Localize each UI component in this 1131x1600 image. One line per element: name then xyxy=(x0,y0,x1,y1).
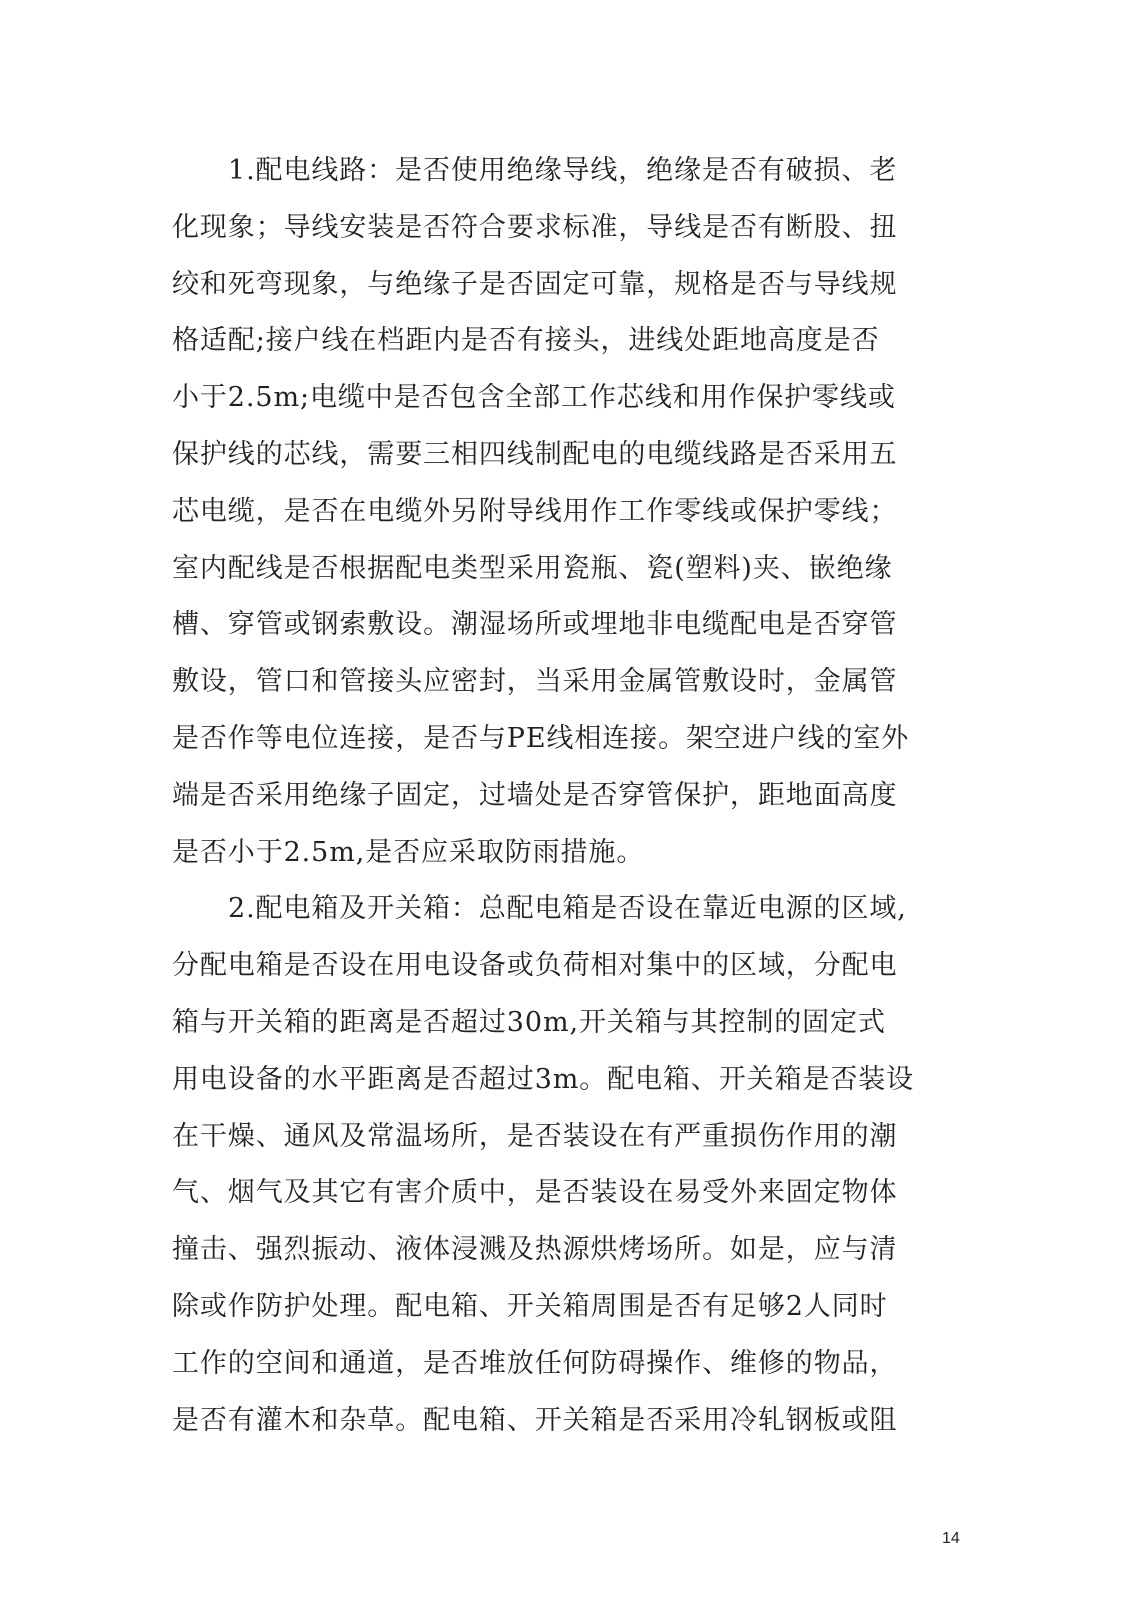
paragraph-power-lines xyxy=(172,143,962,881)
text-line: 在干燥、通风及常温场所，是否装设在有严重损伤作用的潮 xyxy=(172,1120,898,1152)
text-line: 绞和死弯现象，与绝缘子是否固定可靠，规格是否与导线规 xyxy=(172,268,898,300)
text-line: 是否小于2.5m,是否应采取防雨措施。 xyxy=(172,836,645,868)
text-line: 端是否采用绝缘子固定，过墙处是否穿管保护，距地面高度 xyxy=(172,779,898,811)
text-line: 格适配;接户线在档距内是否有接头，进线处距地高度是否 xyxy=(172,325,880,357)
text-line: 是否作等电位连接，是否与PE线相连接。架空进户线的室外 xyxy=(172,722,910,754)
text-line: 除或作防护处理。配电箱、开关箱周围是否有足够2人同时 xyxy=(172,1290,888,1322)
text-line: 用电设备的水平距离是否超过3m。配电箱、开关箱是否装设 xyxy=(172,1063,915,1095)
text-line: 撞击、强烈振动、液体浸溅及热源烘烤场所。如是，应与清 xyxy=(172,1234,898,1266)
text-line: 2.配电箱及开关箱：总配电箱是否设在靠近电源的区域, xyxy=(228,893,907,925)
text-line: 敷设，管口和管接头应密封，当采用金属管敷设时，金属管 xyxy=(172,666,898,698)
text-line: 保护线的芯线，需要三相四线制配电的电缆线路是否采用五 xyxy=(172,438,898,470)
page-number: 14 xyxy=(942,1530,960,1547)
text-line: 芯电缆，是否在电缆外另附导线用作工作零线或保护零线； xyxy=(172,495,898,527)
text-line: 分配电箱是否设在用电设备或负荷相对集中的区域，分配电 xyxy=(172,950,898,982)
text-line: 1.配电线路：是否使用绝缘导线，绝缘是否有破损、老 xyxy=(228,155,898,186)
text-line: 化现象；导线安装是否符合要求标准，导线是否有断股、扭 xyxy=(172,211,898,243)
text-line: 箱与开关箱的距离是否超过30m,开关箱与其控制的固定式 xyxy=(172,1006,886,1038)
text-line: 是否有灌木和杂草。配电箱、开关箱是否采用冷轧钢板或阻 xyxy=(172,1404,898,1436)
text-line: 槽、穿管或钢索敷设。潮湿场所或埋地非电缆配电是否穿管 xyxy=(172,609,898,641)
text-line: 气、烟气及其它有害介质中，是否装设在易受外来固定物体 xyxy=(172,1177,898,1209)
text-line: 小于2.5m;电缆中是否包含全部工作芯线和用作保护零线或 xyxy=(172,382,896,414)
paragraph-distribution-boxes xyxy=(172,881,962,1449)
text-line: 工作的空间和通道，是否堆放任何防碍操作、维修的物品， xyxy=(172,1347,898,1379)
document-body xyxy=(172,143,962,1449)
text-line: 室内配线是否根据配电类型采用瓷瓶、瓷(塑料)夹、嵌绝缘 xyxy=(172,552,893,584)
